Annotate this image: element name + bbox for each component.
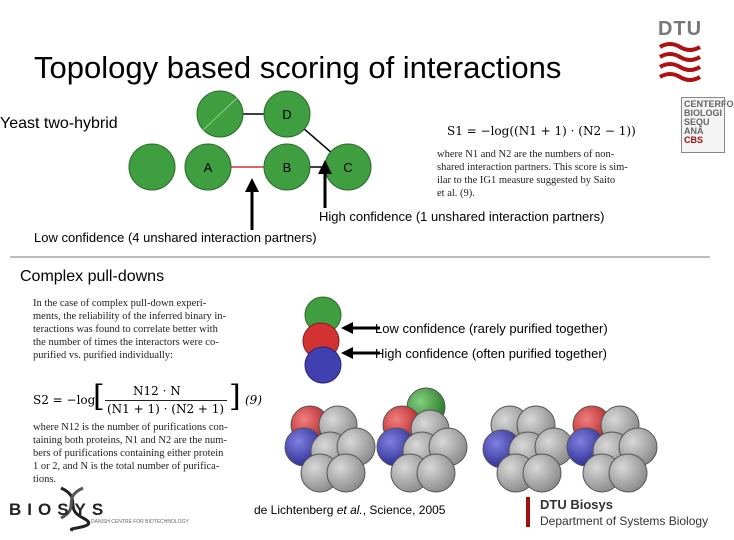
node-a-label: A — [203, 160, 213, 175]
arrow-to-a-icon — [245, 178, 259, 230]
citation-journal: , Science, 2005 — [362, 503, 446, 517]
formula-s1-line-3: ilar to the IG1 measure suggested by Saito — [437, 175, 616, 186]
dtu-biosys-footer — [526, 497, 716, 533]
formula-s2-denominator: (N1 + 1) · (N2 + 1) — [107, 402, 225, 416]
dtu-logo-text: DTU — [657, 18, 703, 40]
complex-cluster-4 — [567, 406, 657, 492]
formula-s2-intro-1: In the case of complex pull-down experi- — [33, 298, 207, 309]
formula-s2-intro-2: ments, the reliability of the inferred binary in- — [33, 311, 227, 322]
complex-cluster-2 — [377, 388, 467, 492]
dtu-waves-icon — [655, 41, 705, 81]
formula-s1: S1 = −log((N1 + 1) · (N2 − 1)) — [447, 124, 636, 138]
citation — [254, 503, 445, 517]
dtu-biosys-name: DTU Biosys — [540, 497, 613, 512]
formula-s2-line-2: taining both proteins, N1 and N2 are the num- — [33, 435, 227, 446]
complex-clusters-diagram — [280, 385, 680, 500]
pulldown-legend-diagram — [295, 295, 385, 385]
citation-etal: et al. — [336, 503, 363, 517]
node-c-label: C — [343, 160, 353, 175]
complex-cluster-1 — [285, 406, 375, 492]
node-b — [264, 144, 310, 190]
formula-s2-lhs: S2 = −log — [33, 393, 96, 407]
node-b-label: B — [282, 160, 292, 175]
legend-blue-ball — [305, 347, 341, 383]
high-confidence-y2h: High confidence (1 unshared interaction partners) — [319, 209, 605, 224]
low-confidence-y2h: Low confidence (4 unshared interaction partners) — [34, 230, 317, 245]
citation-authors: de Lichtenberg — [254, 503, 337, 517]
complex-cluster-3 — [483, 406, 573, 492]
node-d — [264, 91, 310, 137]
dtu-dept-name: Department of Systems Biology — [540, 514, 709, 528]
dtu-red-bar — [526, 497, 530, 527]
section-divider — [10, 256, 710, 258]
formula-s1-line-4: et al. (9). — [437, 188, 475, 199]
section-label-pulldown: Complex pull-downs — [20, 268, 165, 285]
formula-s2-line-5: tions. — [33, 474, 57, 485]
node-c — [325, 144, 371, 190]
formula-s2-intro-3: teractions was found to correlate better with — [33, 324, 218, 335]
node-left — [129, 144, 175, 190]
formula-s2-fraction-bar — [105, 400, 227, 401]
formula-s2-numerator: N12 · N — [133, 384, 181, 398]
formula-s2-equation — [33, 379, 263, 418]
formula-s1-line-2: shared interaction partners. This score is sim- — [437, 162, 628, 173]
formula-s2-intro-5: purified vs. purified individually: — [33, 350, 173, 361]
low-confidence-pulldown: Low confidence (rarely purified together) — [375, 321, 608, 336]
section-label-y2h: Yeast two-hybrid — [0, 115, 118, 132]
formula-s2-bracket-left-icon: [ — [93, 379, 105, 414]
formula-s2-line-4: 1 or 2, and N is the total number of purifica- — [33, 461, 220, 472]
formula-s2-intro-4: the number of times the interactors were co- — [33, 337, 219, 348]
node-top — [197, 91, 243, 137]
formula-s2-line-3: bers of purifications containing either protein — [33, 448, 224, 459]
formula-s1-text — [437, 148, 677, 200]
node-a — [185, 144, 231, 190]
high-confidence-pulldown: High confidence (often purified together) — [375, 346, 607, 361]
biosys-tagline: DANISH CENTRE FOR BIOTECHNOLOGY — [91, 519, 189, 525]
formula-s1-line-1: where N1 and N2 are the numbers of non- — [437, 149, 615, 160]
formula-s2-line-1: where N12 is the number of purifications con- — [33, 422, 228, 433]
page-title: Topology based scoring of interactions — [34, 50, 562, 85]
biosys-logo — [5, 490, 225, 530]
formula-s2-text — [33, 421, 283, 486]
cbs-line-2: BIOLOGI — [684, 108, 722, 118]
formula-s2-intro — [33, 297, 283, 362]
cbs-line-4: ANA — [684, 126, 704, 136]
cbs-logo — [681, 97, 734, 153]
cbs-line-3: SEQU — [684, 117, 710, 127]
biosys-logo-text: BIOSYS — [9, 500, 110, 519]
cbs-line-1: CENTERFO — [684, 99, 734, 109]
formula-s2-ref: (9) — [245, 393, 262, 407]
dtu-logo — [655, 18, 705, 86]
formula-s2-bracket-right-icon: ] — [229, 379, 241, 414]
cbs-line-5: CBS — [684, 135, 704, 145]
node-d-label: D — [282, 107, 292, 122]
